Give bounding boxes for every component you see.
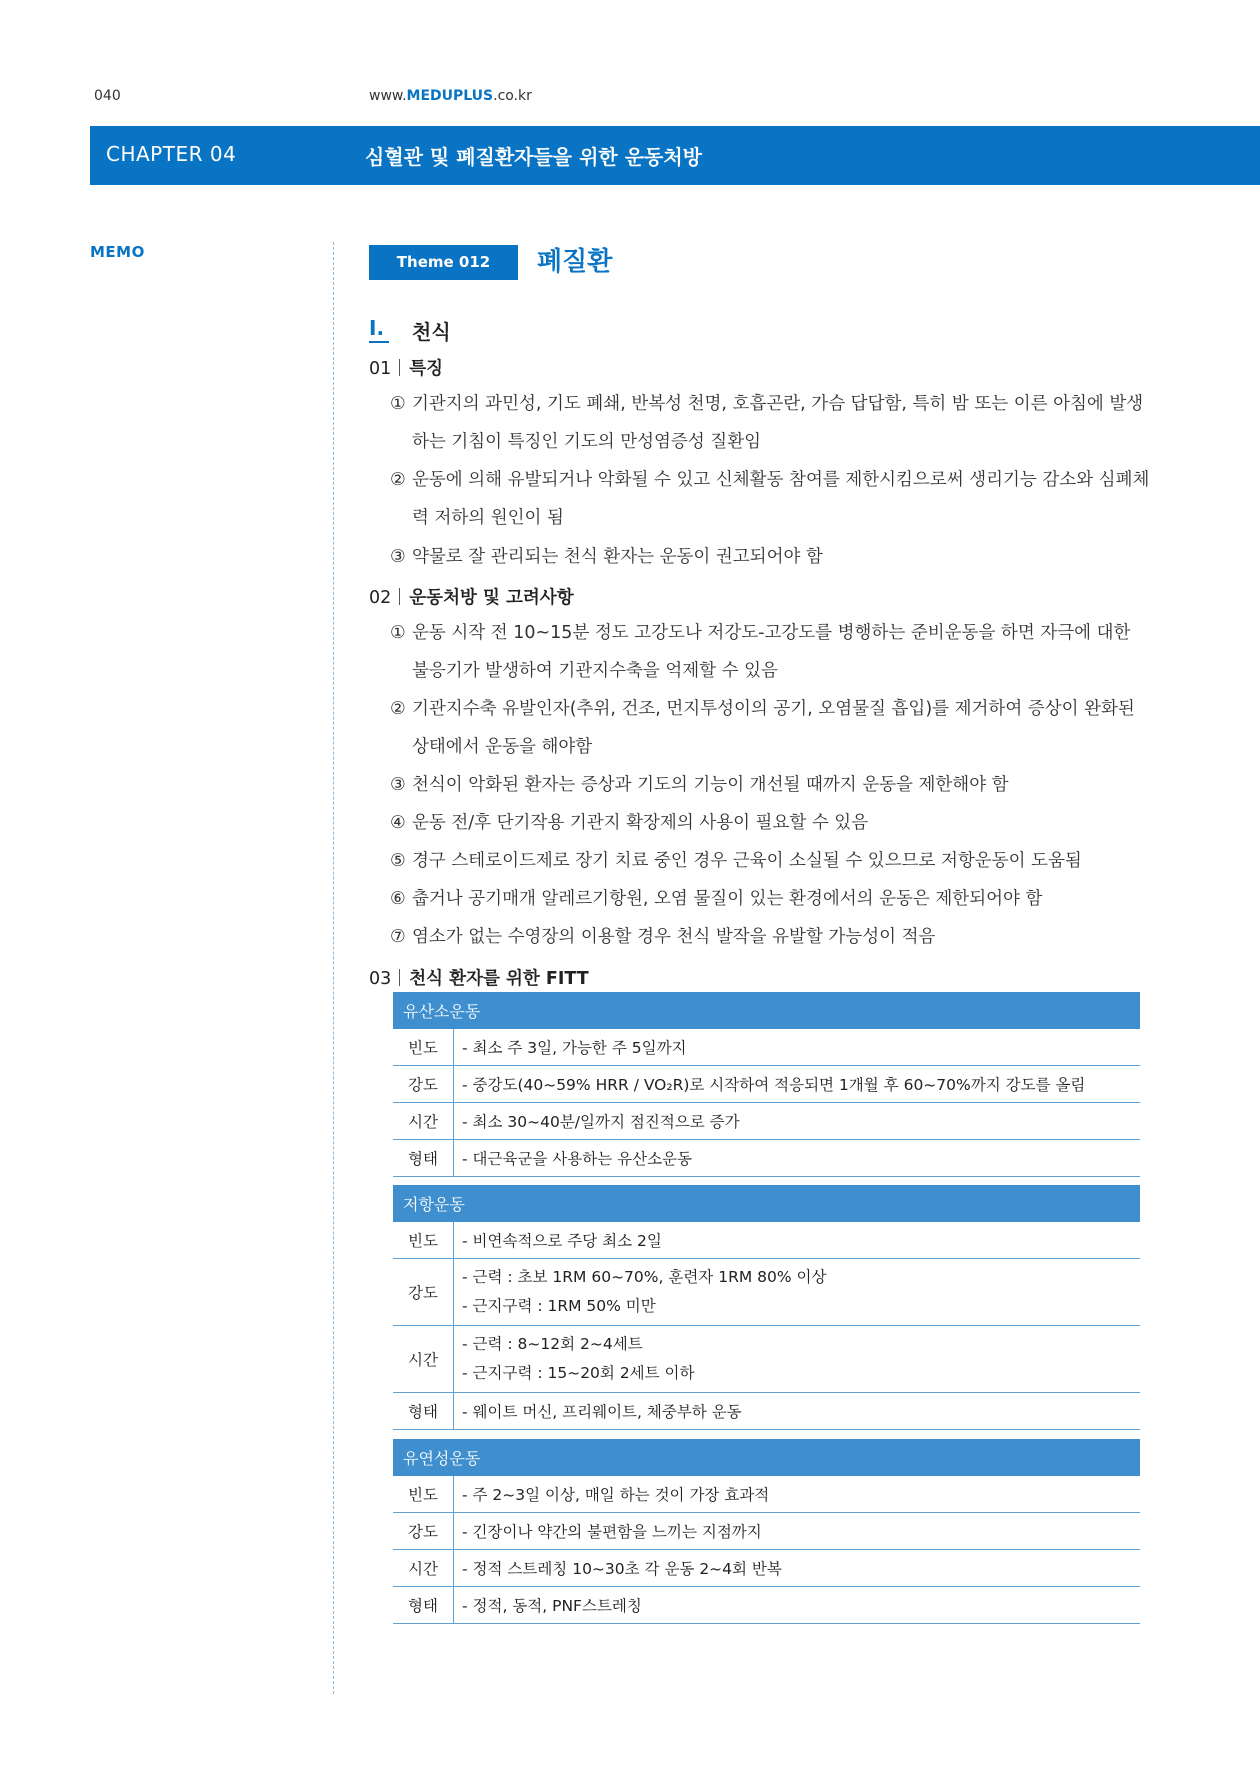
list-item <box>390 918 1150 956</box>
row-value: - 긴장이나 약간의 불편함을 느끼는 지점까지 <box>454 1513 1141 1550</box>
site-brand: MEDUPLUS <box>406 88 494 104</box>
item-text: 운동 전/후 단기작용 기관지 확장제의 사용이 필요할 수 있음 <box>412 813 869 833</box>
table-row <box>393 1222 1140 1259</box>
chapter-label: CHAPTER 04 <box>106 142 237 166</box>
site-prefix: www. <box>369 88 407 104</box>
subsection-title: 운동처방 및 고려사항 <box>409 588 574 608</box>
list-item <box>390 690 1150 766</box>
row-key: 강도 <box>393 1259 454 1326</box>
row-key: 강도 <box>393 1066 454 1103</box>
item-mark: ① <box>390 623 406 643</box>
site-url[interactable] <box>369 88 532 104</box>
item-mark: ⑥ <box>390 889 406 909</box>
subsection-title: 천식 환자를 위한 FITT <box>409 969 589 989</box>
list-item <box>390 461 1150 537</box>
memo-label: MEMO <box>90 243 145 261</box>
item-text: 기관지의 과민성, 기도 폐쇄, 반복성 천명, 호흡곤란, 가슴 답답함, 특히 밤 또는 이른 아침에 발생하는 기침이 특징인 기도의 만성염증성 질환임 <box>412 394 1144 452</box>
row-key: 형태 <box>393 1393 454 1430</box>
theme-title: 폐질환 <box>537 247 613 277</box>
value-line: - 근력 : 8~12회 2~4세트 <box>462 1335 643 1353</box>
list-item <box>390 804 1150 842</box>
row-value: - 최소 30~40분/일까지 점진적으로 증가 <box>454 1103 1141 1140</box>
list-item <box>390 766 1150 804</box>
item-mark: ④ <box>390 813 406 833</box>
list-item <box>390 538 1150 576</box>
item-text: 천식이 악화된 환자는 증상과 기도의 기능이 개선될 때까지 운동을 제한해야 함 <box>412 775 1009 795</box>
table-row <box>393 1066 1140 1103</box>
section-title: 천식 <box>412 320 451 344</box>
subsection-heading <box>369 584 574 609</box>
item-text: 춥거나 공기매개 알레르기항원, 오염 물질이 있는 환경에서의 운동은 제한되어야 함 <box>412 889 1043 909</box>
chapter-banner <box>90 126 1260 185</box>
chapter-title: 심혈관 및 폐질환자들을 위한 운동처방 <box>365 145 702 169</box>
theme-badge: Theme 012 <box>369 245 518 280</box>
row-value: - 웨이트 머신, 프리웨이트, 체중부하 운동 <box>454 1393 1141 1430</box>
heading-divider <box>399 588 400 605</box>
list-item <box>390 385 1150 461</box>
fitt-table-aerobic <box>393 992 1140 1177</box>
table-row <box>393 1326 1140 1393</box>
row-key: 빈도 <box>393 1222 454 1259</box>
subsection-number: 03 <box>369 969 392 989</box>
list-item <box>390 842 1150 880</box>
list-item <box>390 614 1150 690</box>
item-mark: ③ <box>390 775 406 795</box>
item-mark: ② <box>390 699 406 719</box>
item-text: 운동에 의해 유발되거나 악화될 수 있고 신체활동 참여를 제한시킴으로써 생리기능 감소와 심폐체력 저하의 원인이 됨 <box>412 470 1150 528</box>
table-row <box>393 1587 1140 1624</box>
row-value: - 비연속적으로 주당 최소 2일 <box>454 1222 1141 1259</box>
item-text: 기관지수축 유발인자(추위, 건조, 먼지투성이의 공기, 오염물질 흡입)를 제거하여 증상이 완화된 상태에서 운동을 해야함 <box>412 699 1135 757</box>
subsection-number: 01 <box>369 359 392 379</box>
row-key: 형태 <box>393 1140 454 1177</box>
value-line: - 근력 : 초보 1RM 60~70%, 훈련자 1RM 80% 이상 <box>462 1268 827 1286</box>
item-mark: ③ <box>390 547 406 567</box>
table-row <box>393 1550 1140 1587</box>
row-value: - 최소 주 3일, 가능한 주 5일까지 <box>454 1029 1141 1066</box>
row-value: - 주 2~3일 이상, 매일 하는 것이 가장 효과적 <box>454 1476 1141 1513</box>
list-item <box>390 880 1150 918</box>
subsection-heading <box>369 355 443 380</box>
item-text: 운동 시작 전 10~15분 정도 고강도나 저강도-고강도를 병행하는 준비운동을 하면 자극에 대한 불응기가 발생하여 기관지수축을 억제할 수 있음 <box>412 623 1131 681</box>
item-mark: ⑤ <box>390 851 406 871</box>
row-value: - 정적 스트레칭 10~30초 각 운동 2~4회 반복 <box>454 1550 1141 1587</box>
fitt-table-flexibility <box>393 1439 1140 1624</box>
row-value <box>454 1326 1141 1393</box>
table-row <box>393 1029 1140 1066</box>
memo-divider <box>333 242 334 1694</box>
row-key: 빈도 <box>393 1029 454 1066</box>
item-mark: ⑦ <box>390 927 406 947</box>
section-number: Ⅰ. <box>369 316 389 343</box>
item-mark: ① <box>390 394 406 414</box>
item-text: 경구 스테로이드제로 장기 치료 중인 경우 근육이 소실될 수 있으므로 저항운동이 도움됨 <box>412 851 1082 871</box>
row-key: 시간 <box>393 1326 454 1393</box>
table-header: 유산소운동 <box>393 992 1140 1029</box>
item-mark: ② <box>390 470 406 490</box>
fitt-table-resistance <box>393 1185 1140 1430</box>
value-line: - 근지구력 : 15~20회 2세트 이하 <box>462 1364 695 1382</box>
value-line: - 근지구력 : 1RM 50% 미만 <box>462 1297 656 1315</box>
site-suffix: .co.kr <box>493 88 532 104</box>
page-number: 040 <box>94 88 121 104</box>
table-row <box>393 1259 1140 1326</box>
table-header: 저항운동 <box>393 1185 1140 1222</box>
row-key: 강도 <box>393 1513 454 1550</box>
item-text: 염소가 없는 수영장의 이용할 경우 천식 발작을 유발할 가능성이 적음 <box>412 927 936 947</box>
row-value <box>454 1259 1141 1326</box>
table-row <box>393 1103 1140 1140</box>
subsection-heading <box>369 965 589 990</box>
row-value: - 정적, 동적, PNF스트레칭 <box>454 1587 1141 1624</box>
table-row <box>393 1140 1140 1177</box>
heading-divider <box>399 969 400 986</box>
row-key: 빈도 <box>393 1476 454 1513</box>
row-key: 형태 <box>393 1587 454 1624</box>
row-value: - 대근육군을 사용하는 유산소운동 <box>454 1140 1141 1177</box>
table-row <box>393 1393 1140 1430</box>
table-header: 유연성운동 <box>393 1439 1140 1476</box>
subsection-title: 특징 <box>409 359 444 379</box>
subsection-number: 02 <box>369 588 392 608</box>
table-row <box>393 1513 1140 1550</box>
row-key: 시간 <box>393 1103 454 1140</box>
item-text: 약물로 잘 관리되는 천식 환자는 운동이 권고되어야 함 <box>412 547 823 567</box>
heading-divider <box>399 359 400 376</box>
table-row <box>393 1476 1140 1513</box>
row-key: 시간 <box>393 1550 454 1587</box>
row-value: - 중강도(40~59% HRR / VO₂R)로 시작하여 적응되면 1개월 후 60~70%까지 강도를 올림 <box>454 1066 1141 1103</box>
